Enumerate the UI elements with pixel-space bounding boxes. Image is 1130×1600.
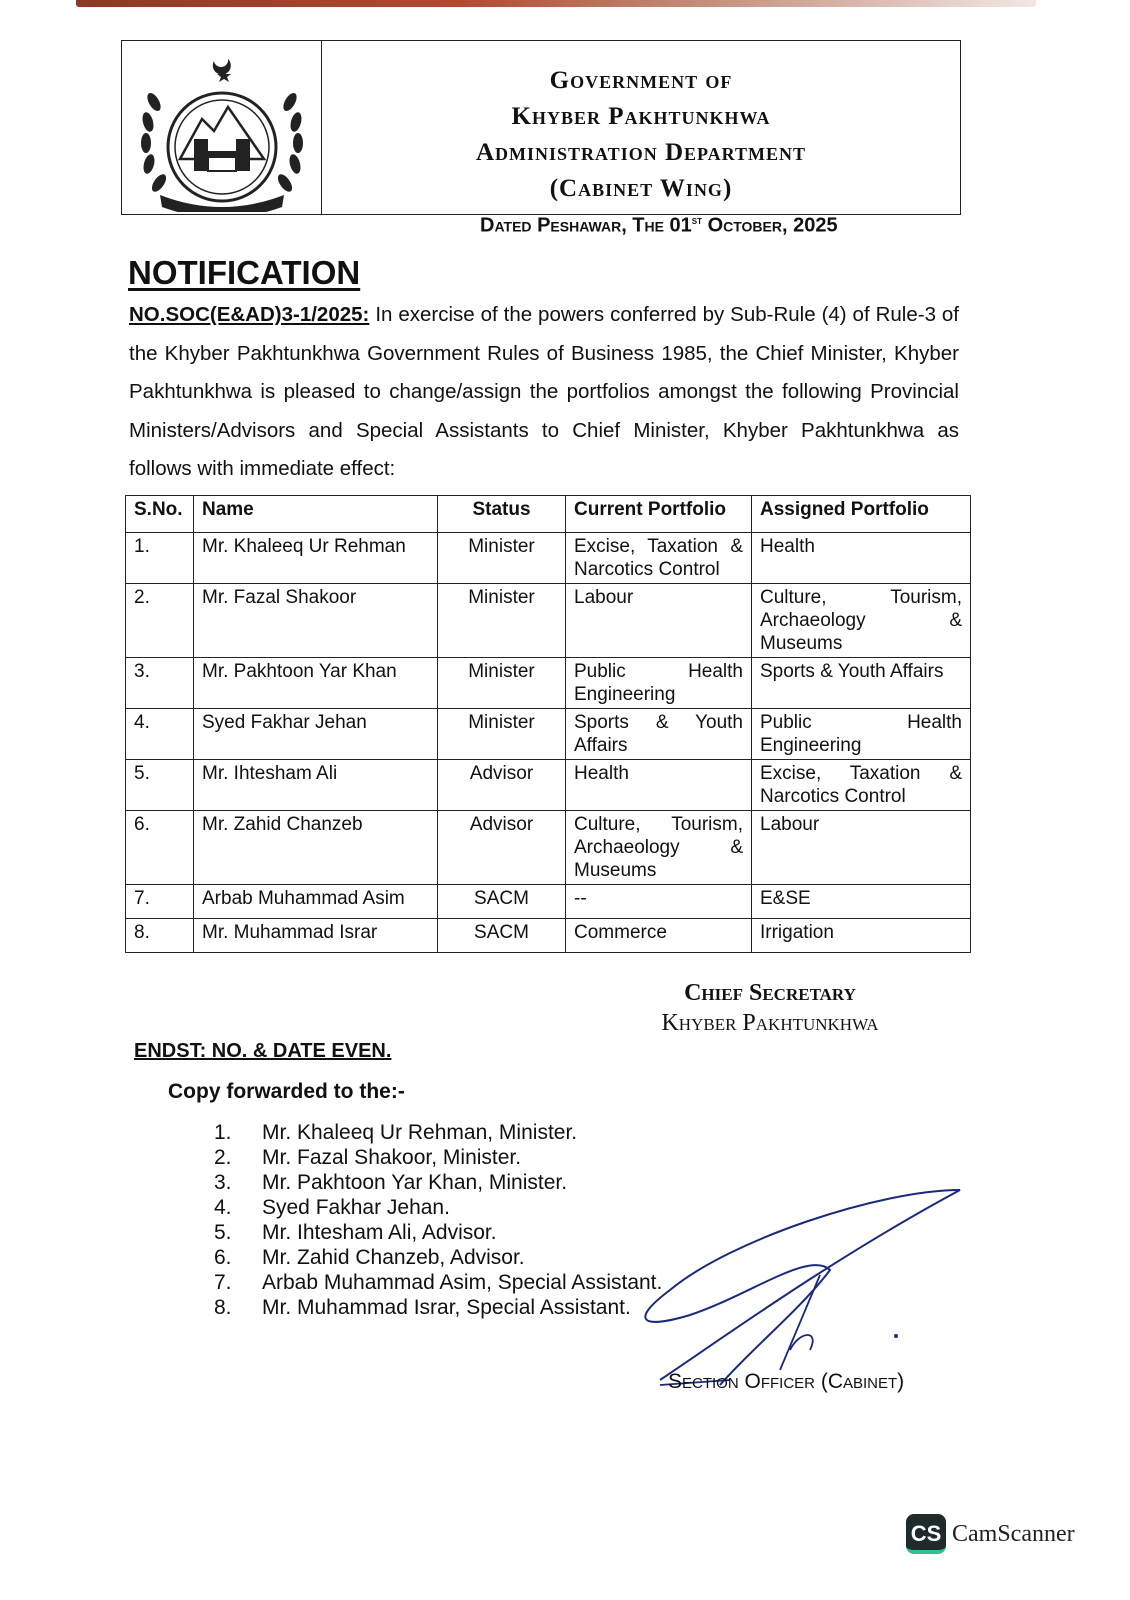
cell-assigned-portfolio: Excise, Taxation & Narcotics Control	[752, 760, 971, 811]
cell-assigned-portfolio: Irrigation	[752, 919, 971, 953]
col-name: Name	[194, 496, 438, 533]
cell-current-portfolio: Commerce	[566, 919, 752, 953]
cell-status: Minister	[438, 658, 566, 709]
cell-name: Mr. Muhammad Israr	[194, 919, 438, 953]
cell-current-portfolio: Sports & Youth Affairs	[566, 709, 752, 760]
kp-government-emblem-icon	[132, 47, 312, 212]
cell-sno: 5.	[126, 760, 194, 811]
cell-sno: 8.	[126, 919, 194, 953]
col-current-portfolio: Current Portfolio	[566, 496, 752, 533]
list-item	[214, 1145, 662, 1170]
table-header-row	[126, 496, 971, 533]
copy-heading: Copy forwarded to the:-	[168, 1080, 405, 1103]
chief-secretary-block	[610, 978, 930, 1038]
list-item	[214, 1170, 662, 1195]
notification-ref-no: NO.SOC(E&AD)3-1/2025:	[129, 303, 370, 326]
notification-body: In exercise of the powers conferred by Sub-Rule (4) of Rule-3 of the Khyber Pakhtunkhwa Government Rules of Business 1985, the Chief Minister, Khyber Pakhtunkhwa is pleased to change/assign the portfolios amongst the following Provincial Ministers/Advisors and Special Assistants to Chief Minister, Khyber Pakhtunkhwa as follows with immediate effect:	[129, 303, 959, 480]
emblem-cell	[122, 41, 322, 214]
cell-status: Minister	[438, 709, 566, 760]
section-officer-signature-title: Section Officer (Cabinet)	[668, 1370, 905, 1393]
notification-paragraph	[129, 296, 959, 489]
cell-status: SACM	[438, 885, 566, 919]
cell-assigned-portfolio: Culture, Tourism, Archaeology & Museums	[752, 584, 971, 658]
list-item-text: Syed Fakhar Jehan.	[262, 1196, 450, 1219]
cell-name: Arbab Muhammad Asim	[194, 885, 438, 919]
cell-sno: 7.	[126, 885, 194, 919]
cell-assigned-portfolio: Public Health Engineering	[752, 709, 971, 760]
letterhead-line-3: Administration Department	[475, 139, 807, 166]
list-item-number: 5.	[214, 1221, 232, 1244]
list-item	[214, 1195, 662, 1220]
table-row	[126, 811, 971, 885]
cell-name: Mr. Fazal Shakoor	[194, 584, 438, 658]
cell-current-portfolio: Public Health Engineering	[566, 658, 752, 709]
camscanner-watermark	[906, 1514, 1075, 1554]
cell-status: Minister	[438, 533, 566, 584]
cell-status: Advisor	[438, 811, 566, 885]
dated-line	[480, 213, 960, 238]
dated-sup: st	[691, 213, 703, 227]
cell-sno: 3.	[126, 658, 194, 709]
camscanner-logo-icon: CS	[906, 1514, 946, 1554]
list-item-text: Mr. Khaleeq Ur Rehman, Minister.	[262, 1121, 578, 1144]
endst-line: ENDST: NO. & DATE EVEN.	[134, 1040, 392, 1062]
list-item-number: 2.	[214, 1146, 232, 1169]
cell-current-portfolio: --	[566, 885, 752, 919]
cell-current-portfolio: Excise, Taxation & Narcotics Control	[566, 533, 752, 584]
list-item-number: 7.	[214, 1271, 232, 1294]
signatory-title: Chief Secretary	[684, 980, 856, 1006]
cell-assigned-portfolio: Labour	[752, 811, 971, 885]
cell-assigned-portfolio: E&SE	[752, 885, 971, 919]
col-assigned-portfolio: Assigned Portfolio	[752, 496, 971, 533]
table-row	[126, 709, 971, 760]
list-item-number: 1.	[214, 1121, 232, 1144]
table-row	[126, 760, 971, 811]
list-item-text: Mr. Zahid Chanzeb, Advisor.	[262, 1246, 525, 1269]
cell-sno: 6.	[126, 811, 194, 885]
camscanner-name: CamScanner	[952, 1520, 1075, 1547]
list-item-number: 3.	[214, 1171, 232, 1194]
col-status: Status	[438, 496, 566, 533]
list-item-text: Arbab Muhammad Asim, Special Assistant.	[262, 1271, 663, 1294]
letterhead-line-2: Khyber Pakhtunkhwa	[511, 103, 771, 130]
cell-name: Mr. Zahid Chanzeb	[194, 811, 438, 885]
list-item	[214, 1245, 662, 1270]
dated-suffix: October, 2025	[702, 214, 838, 237]
cell-sno: 4.	[126, 709, 194, 760]
cell-current-portfolio: Health	[566, 760, 752, 811]
list-item-text: Mr. Pakhtoon Yar Khan, Minister.	[262, 1171, 568, 1194]
letterhead-line-1: Government of	[549, 67, 733, 94]
list-item	[214, 1295, 662, 1320]
table-row	[126, 533, 971, 584]
list-item-number: 6.	[214, 1246, 232, 1269]
portfolio-table	[125, 495, 971, 953]
letterhead	[121, 40, 961, 215]
letterhead-title	[322, 63, 960, 207]
cell-status: Advisor	[438, 760, 566, 811]
list-item	[214, 1270, 662, 1295]
dated-prefix: Dated Peshawar, The 01	[480, 214, 692, 237]
cell-assigned-portfolio: Health	[752, 533, 971, 584]
cell-name: Mr. Ihtesham Ali	[194, 760, 438, 811]
list-item	[214, 1120, 662, 1145]
list-item-number: 8.	[214, 1296, 232, 1319]
cell-current-portfolio: Culture, Tourism, Archaeology & Museums	[566, 811, 752, 885]
table-row	[126, 658, 971, 709]
cell-name: Mr. Khaleeq Ur Rehman	[194, 533, 438, 584]
table-row	[126, 584, 971, 658]
list-item-text: Mr. Muhammad Israr, Special Assistant.	[262, 1296, 631, 1319]
cell-status: Minister	[438, 584, 566, 658]
table-body	[126, 533, 971, 953]
col-sno: S.No.	[126, 496, 194, 533]
page-top-band	[76, 0, 1036, 7]
handwritten-signature-icon	[630, 1180, 980, 1400]
cell-current-portfolio: Labour	[566, 584, 752, 658]
copy-list	[214, 1120, 662, 1320]
cell-assigned-portfolio: Sports & Youth Affairs	[752, 658, 971, 709]
signatory-place: Khyber Pakhtunkhwa	[661, 1010, 879, 1036]
cell-name: Mr. Pakhtoon Yar Khan	[194, 658, 438, 709]
letterhead-line-4: (Cabinet Wing)	[549, 175, 733, 202]
list-item-text: Mr. Fazal Shakoor, Minister.	[262, 1146, 522, 1169]
cell-sno: 1.	[126, 533, 194, 584]
cell-name: Syed Fakhar Jehan	[194, 709, 438, 760]
table-row	[126, 919, 971, 953]
table-row	[126, 885, 971, 919]
notification-title: NOTIFICATION	[128, 254, 361, 291]
list-item	[214, 1220, 662, 1245]
list-item-text: Mr. Ihtesham Ali, Advisor.	[262, 1221, 497, 1244]
list-item-number: 4.	[214, 1196, 232, 1219]
cell-status: SACM	[438, 919, 566, 953]
cell-sno: 2.	[126, 584, 194, 658]
